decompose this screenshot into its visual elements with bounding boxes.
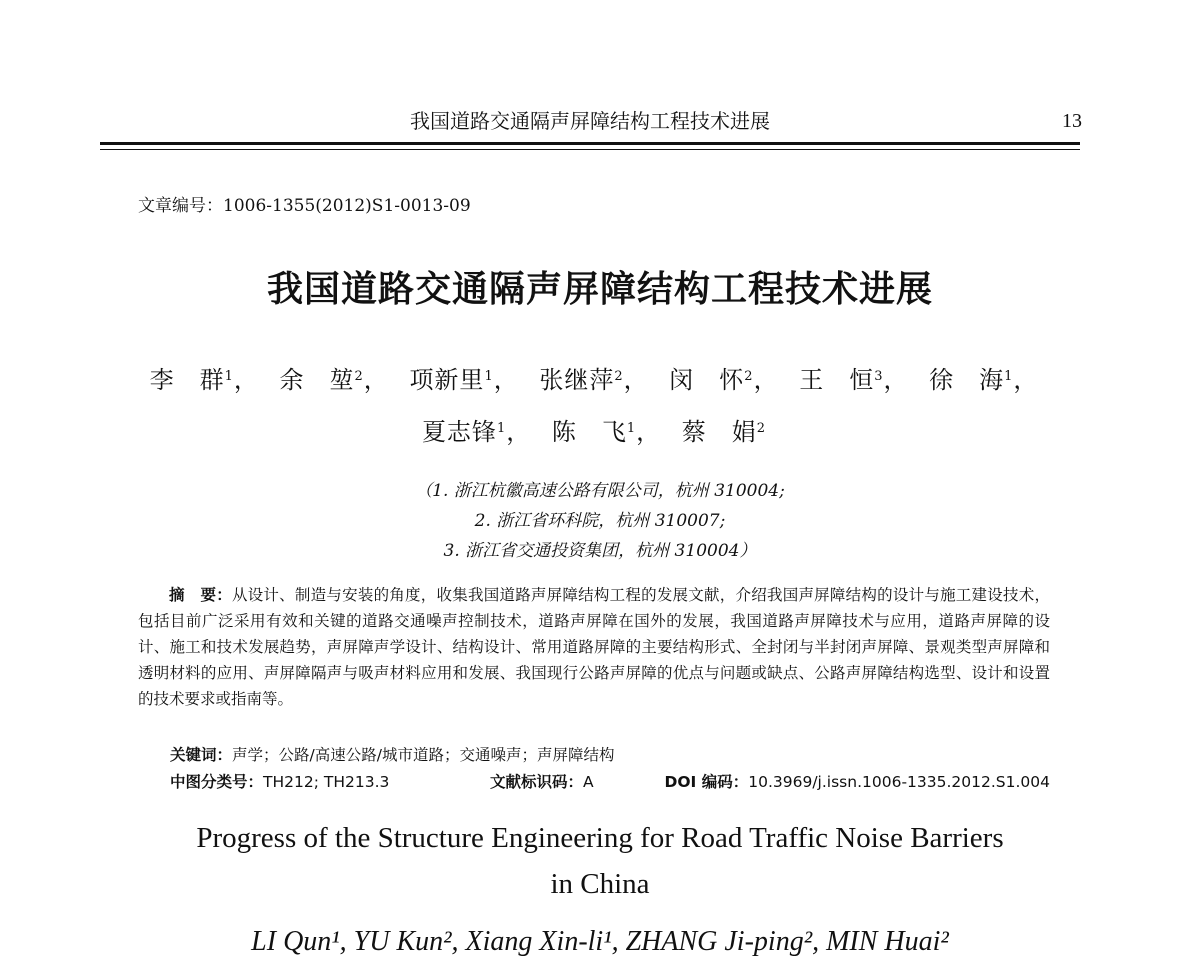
page-number: 13 [1062,110,1082,132]
english-title-line-2: in China [550,868,650,900]
document-code: 文献标识码：A [490,773,594,791]
header-rule-thin [100,149,1080,150]
article-number: 文章编号：1006-1355(2012)S1-0013-09 [138,196,471,216]
english-title-line-1: Progress of the Structure Engineering for Road Traffic Noise Barriers [196,822,1004,854]
author: 张继萍$^2$， [539,366,649,394]
abstract-text: 从设计、制造与安装的角度，收集我国道路声屏障结构工程的发展文献，介绍我国声屏障结构的设计与施工建设技术，包括目前广泛采用有效和关键的道路交通噪声控制技术，道路声屏障在国外的发展，我国道路声屏障技术与应用，道路声屏障的设计、施工和技术发展趋势，声屏障声学设计、结构设计、常用道路屏障的主要结构形式、全封闭与半封闭声屏障、景观类型声屏障和透明材料的应用、声屏障隔声与吸声材料应用和发展、我国现行公路声屏障的优点与问题或缺点、公路声屏障结构选型、设计和设置的技术要求或指南等。 [138,586,1050,708]
affiliation-1: （1. 浙江杭徽高速公路有限公司，杭州 310004; [415,481,785,501]
author: 李 群$^1$， [149,366,259,394]
author: 余 堃$^2$， [279,366,389,394]
keywords-text: 声学；公路/高速公路/城市道路；交通噪声；声屏障结构 [232,746,615,764]
author: 项新里$^1$， [409,366,519,394]
author: 徐 海$^1$， [929,366,1039,394]
affiliation-2: 2. 浙江省环科院，杭州 310007; [474,511,726,531]
author: 王 恒$^3$， [799,366,909,394]
author: 夏志锋$^1$， [421,418,532,446]
abstract-label: 摘 要： [169,586,232,604]
clc-number: 中图分类号：TH212; TH213.3 [170,773,390,791]
keywords-label: 关键词： [170,746,233,764]
header-rule-thick [100,142,1080,145]
running-head-title: 我国道路交通隔声屏障结构工程技术进展 [410,109,770,133]
chinese-title: 我国道路交通隔声屏障结构工程技术进展 [266,269,933,310]
author: 蔡 娟$^2$ [681,418,767,446]
abstract [138,582,1050,712]
author: 闵 怀$^2$， [669,366,779,394]
doi-code: DOI 编码：10.3969/j.issn.1006-1335.2012.S1.004 [664,773,1050,791]
authors-line-1 [0,362,1200,398]
authors-line-2 [0,414,1200,450]
classification-row [170,769,1050,795]
keywords [170,742,614,768]
english-authors: LI Qun¹, YU Kun², Xiang Xin-li¹, ZHANG Ji-ping², MIN Huai² [251,926,949,957]
author: 陈 飞$^1$， [551,418,662,446]
affiliation-3: 3. 浙江省交通投资集团，杭州 310004） [443,541,757,561]
